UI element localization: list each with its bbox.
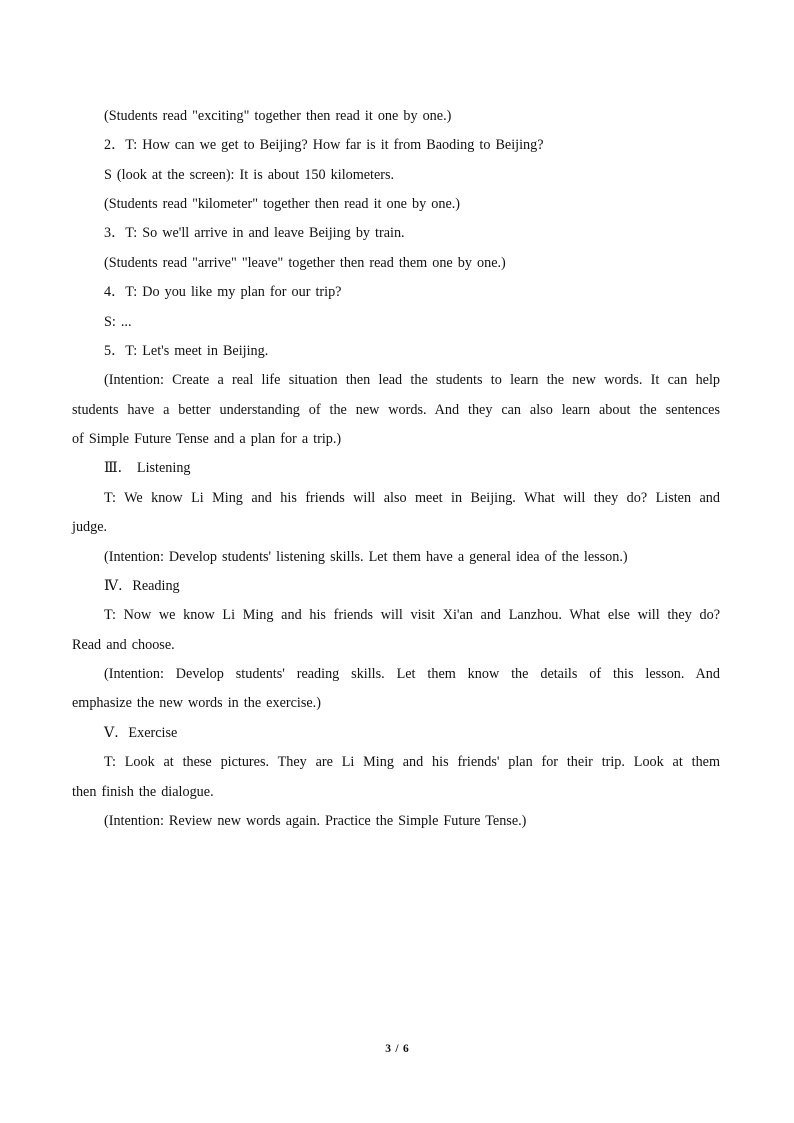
paragraph-line: T: Look at these pictures. They are Li Ming and his friends' plan for their trip. Look at them: [104, 754, 720, 770]
paragraph-line: (Intention: Develop students' reading skills. Let them know the details of this lesson. And: [104, 666, 720, 682]
paragraph-line: S (look at the screen): It is about 150 kilometers.: [104, 167, 395, 183]
paragraph-line: (Intention: Develop students' listening skills. Let them have a general idea of the lesson.): [104, 549, 628, 565]
paragraph-line: (Intention: Create a real life situation then lead the students to learn the new words. It can help: [104, 372, 720, 388]
paragraph-line: emphasize the new words in the exercise.): [72, 695, 321, 711]
page-number: 3 / 6: [385, 1043, 409, 1055]
paragraph-line: 5．T: Let's meet in Beijing.: [104, 343, 269, 359]
paragraph-line: judge.: [72, 519, 108, 535]
paragraph-line: 4．T: Do you like my plan for our trip?: [104, 284, 342, 300]
paragraph-line: students have a better understanding of the new words. And they can also learn about the sentences: [72, 402, 720, 418]
paragraph-line: of Simple Future Tense and a plan for a trip.): [72, 431, 342, 447]
paragraph-line: (Students read "kilometer" together then read it one by one.): [104, 196, 461, 212]
section-heading-exercise: Ⅴ．Exercise: [104, 725, 178, 741]
paragraph-line: then finish the dialogue.: [72, 784, 214, 800]
section-heading-reading: Ⅳ．Reading: [104, 578, 180, 594]
paragraph-line: Read and choose.: [72, 637, 175, 653]
paragraph-line: T: We know Li Ming and his friends will also meet in Beijing. What will they do? Listen and: [104, 490, 720, 506]
paragraph-line: (Intention: Review new words again. Practice the Simple Future Tense.): [104, 813, 527, 829]
paragraph-line: 2．T: How can we get to Beijing? How far is it from Baoding to Beijing?: [104, 137, 544, 153]
paragraph-line: (Students read "arrive" "leave" together then read them one by one.): [104, 255, 506, 271]
paragraph-line: 3．T: So we'll arrive in and leave Beijing by train.: [104, 225, 405, 241]
paragraph-line: (Students read "exciting" together then read it one by one.): [104, 108, 452, 124]
paragraph-line: S: ...: [104, 314, 132, 330]
section-heading-listening: Ⅲ． Listening: [104, 460, 191, 476]
paragraph-line: T: Now we know Li Ming and his friends will visit Xi'an and Lanzhou. What else will they do?: [104, 607, 720, 623]
